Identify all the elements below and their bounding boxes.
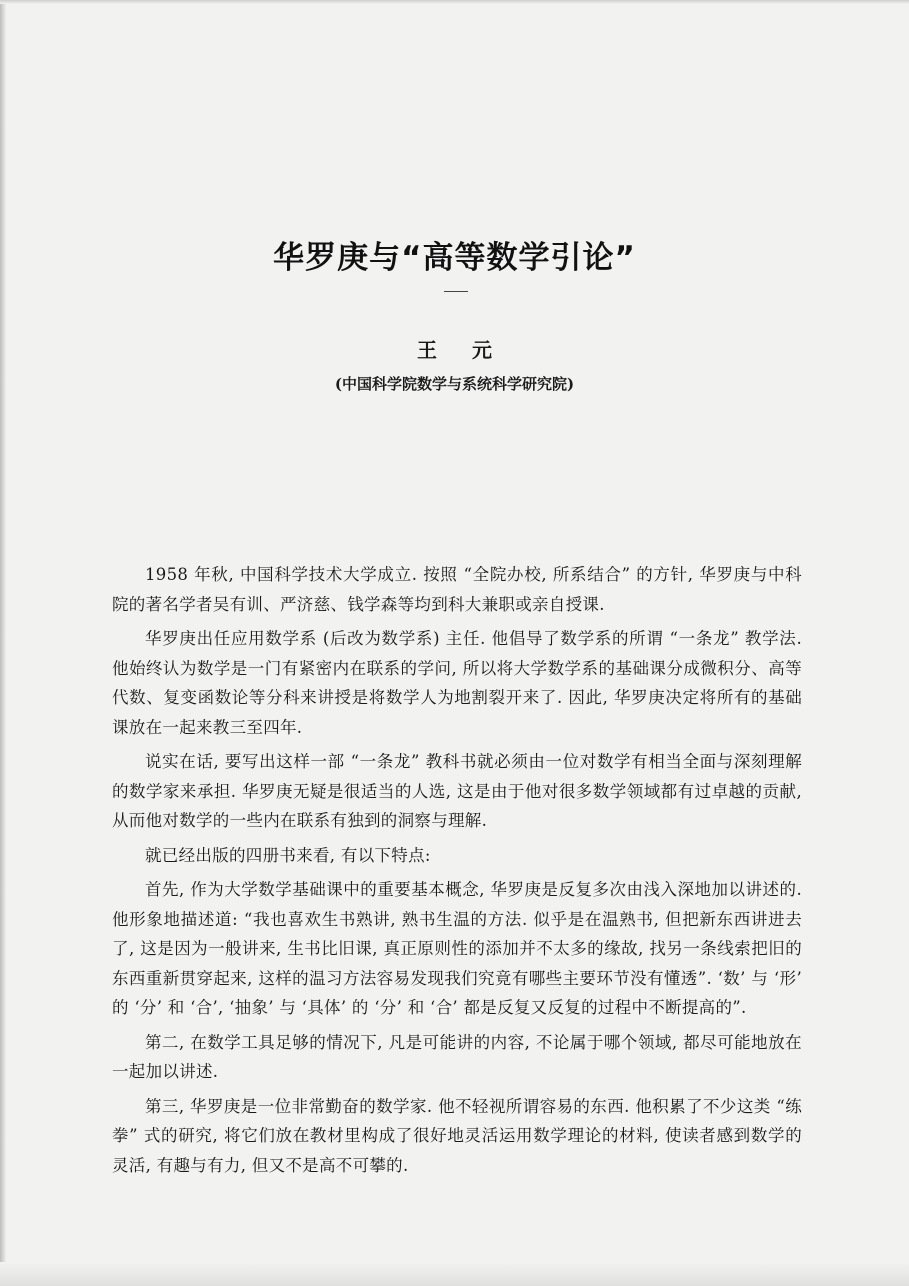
author-affiliation: (中国科学院数学与系统科学研究院)	[334, 375, 575, 393]
body-paragraph: 第三, 华罗庚是一位非常勤奋的数学家. 他不轻视所谓容易的东西. 他积累了不少这类 “练拳” 式的研究, 将它们放在教材里构成了很好地灵活运用数学理论的材料, 使读者感到数学的灵活, 有趣与有力, 但又不是高不可攀的.	[112, 1096, 802, 1175]
body-paragraph: 华罗庚出任应用数学系 (后改为数学系) 主任. 他倡导了数学系的所谓 “一条龙” 教学法. 他始终认为数学是一门有紧密内在联系的学问, 所以将大学数学系的基础课分成微积分、高等代数、复变函数论等分科来讲授是将数学人为地割裂开来了. 因此, 华罗庚决定将所有的基础课放在一起来教三至四年.	[112, 629, 802, 737]
body-paragraph: 就已经出版的四册书来看, 有以下特点:	[145, 845, 431, 865]
article-body	[112, 560, 802, 1180]
scan-edge	[0, 0, 909, 4]
body-paragraph: 第二, 在数学工具足够的情况下, 凡是可能讲的内容, 不论属于哪个领域, 都尽可能地放在一起加以讲述.	[112, 1032, 802, 1081]
body-paragraph: 1958 年秋, 中国科学技术大学成立. 按照 “全院办校, 所系结合” 的方针, 华罗庚与中科院的著名学者吴有训、严济慈、钱学森等均到科大兼职或亲自授课.	[112, 565, 802, 614]
title-rule	[444, 291, 468, 292]
article-title: 华罗庚与“高等数学引论”	[273, 240, 636, 276]
body-paragraph: 说实在话, 要写出这样一部 “一条龙” 教科书就必须由一位对数学有相当全面与深刻理解的数学家来承担. 华罗庚无疑是很适当的人选, 这是由于他对很多数学领域都有过卓越的贡献, 从而他对数学的一些内在联系有独到的洞察与理解.	[112, 752, 802, 830]
article-author: 王 元	[417, 338, 506, 362]
body-paragraph: 首先, 作为大学数学基础课中的重要基本概念, 华罗庚是反复多次由浅入深地加以讲述的. 他形象地描述道: “我也喜欢生书熟讲, 熟书生温的方法. 似乎是在温熟书, 但把新东西讲进去了, 这是因为一般讲来, 生书比旧课, 真正原则性的添加并不太多的缘故, 找另一条线索把旧的东西重新贯穿起来, 这样的温习方法容易发现我们究竟有哪些主要环节没有懂透”. ‘数’ 与 ‘形’ 的 ‘分’ 和 ‘合’, ‘抽象’ 与 ‘具体’ 的 ‘分’ 和 ‘合’ 都是反复又反复的过程中不断提高的”.	[112, 880, 802, 1017]
scan-edge	[0, 0, 6, 1286]
scan-edge	[0, 1262, 909, 1286]
